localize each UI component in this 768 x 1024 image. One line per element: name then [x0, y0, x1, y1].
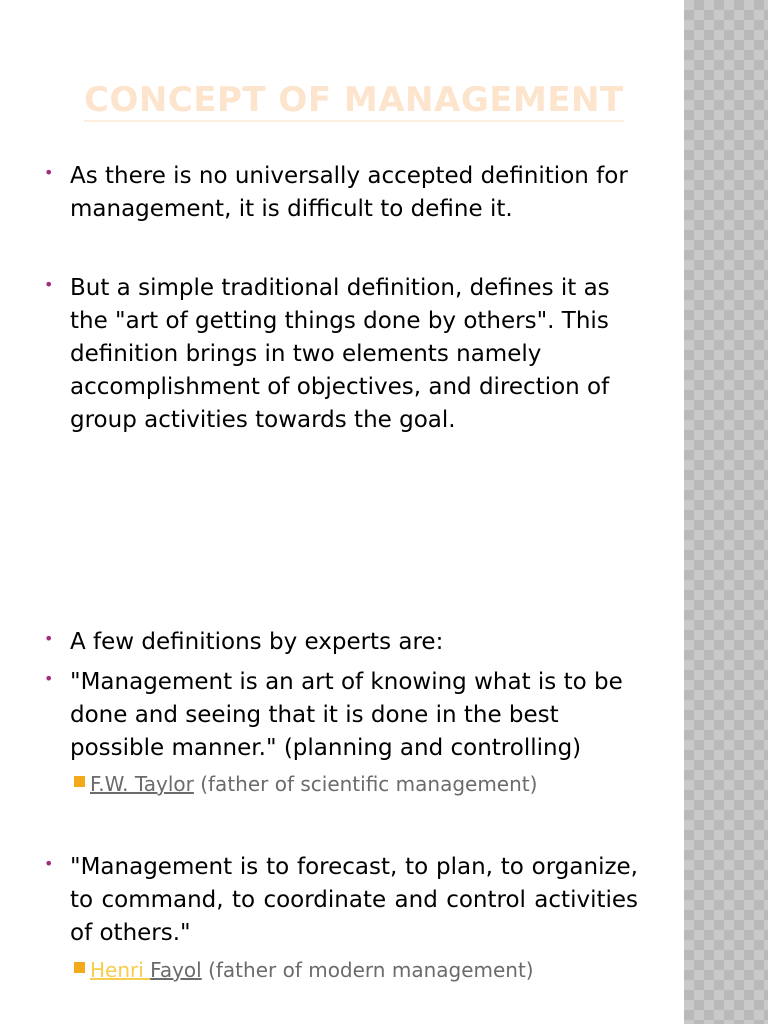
bullet-dot-icon: • — [44, 854, 54, 873]
bullet-text: "Management is to forecast, to plan, to organize, to command, to coordinate and control activities of others." — [70, 854, 638, 946]
attribution-text: (father of scientific management) — [193, 772, 538, 796]
bullet-text: But a simple traditional definition, defines it as the "art of getting things done by others". This definition brings in two elements namely accomplishment of objectives, and direction of group activities towards the goal. — [70, 275, 610, 433]
bullet-item — [44, 666, 638, 765]
bullet-item — [44, 160, 638, 226]
bullet-dot-icon: • — [44, 629, 54, 648]
bullet-dot-icon: • — [44, 163, 54, 182]
bullet-dot-icon: • — [44, 669, 54, 688]
attribution-taylor — [74, 770, 537, 798]
square-bullet-icon — [74, 776, 85, 787]
bullet-text: A few definitions by experts are: — [70, 629, 444, 655]
bullet-text: As there is no universally accepted definition for management, it is difficult to define it. — [70, 163, 628, 222]
fayol-link[interactable]: Fayol — [150, 958, 202, 982]
bullet-text: "Management is an art of knowing what is to be done and seeing that it is done in the best possible manner." (planning and controlling) — [70, 669, 623, 761]
attribution-fayol — [74, 956, 534, 984]
attribution-text: (father of modern management) — [201, 958, 534, 982]
henri-link[interactable]: Henri — [90, 958, 151, 982]
bullet-item — [44, 851, 638, 950]
slide-title: CONCEPT OF MANAGEMENT — [84, 80, 624, 120]
square-bullet-icon — [74, 962, 85, 973]
bullet-dot-icon: • — [44, 275, 54, 294]
bullet-item — [44, 626, 638, 659]
decorative-side-pattern — [684, 0, 768, 1024]
taylor-link[interactable]: F.W. Taylor — [90, 772, 194, 796]
bullet-item — [44, 272, 638, 437]
